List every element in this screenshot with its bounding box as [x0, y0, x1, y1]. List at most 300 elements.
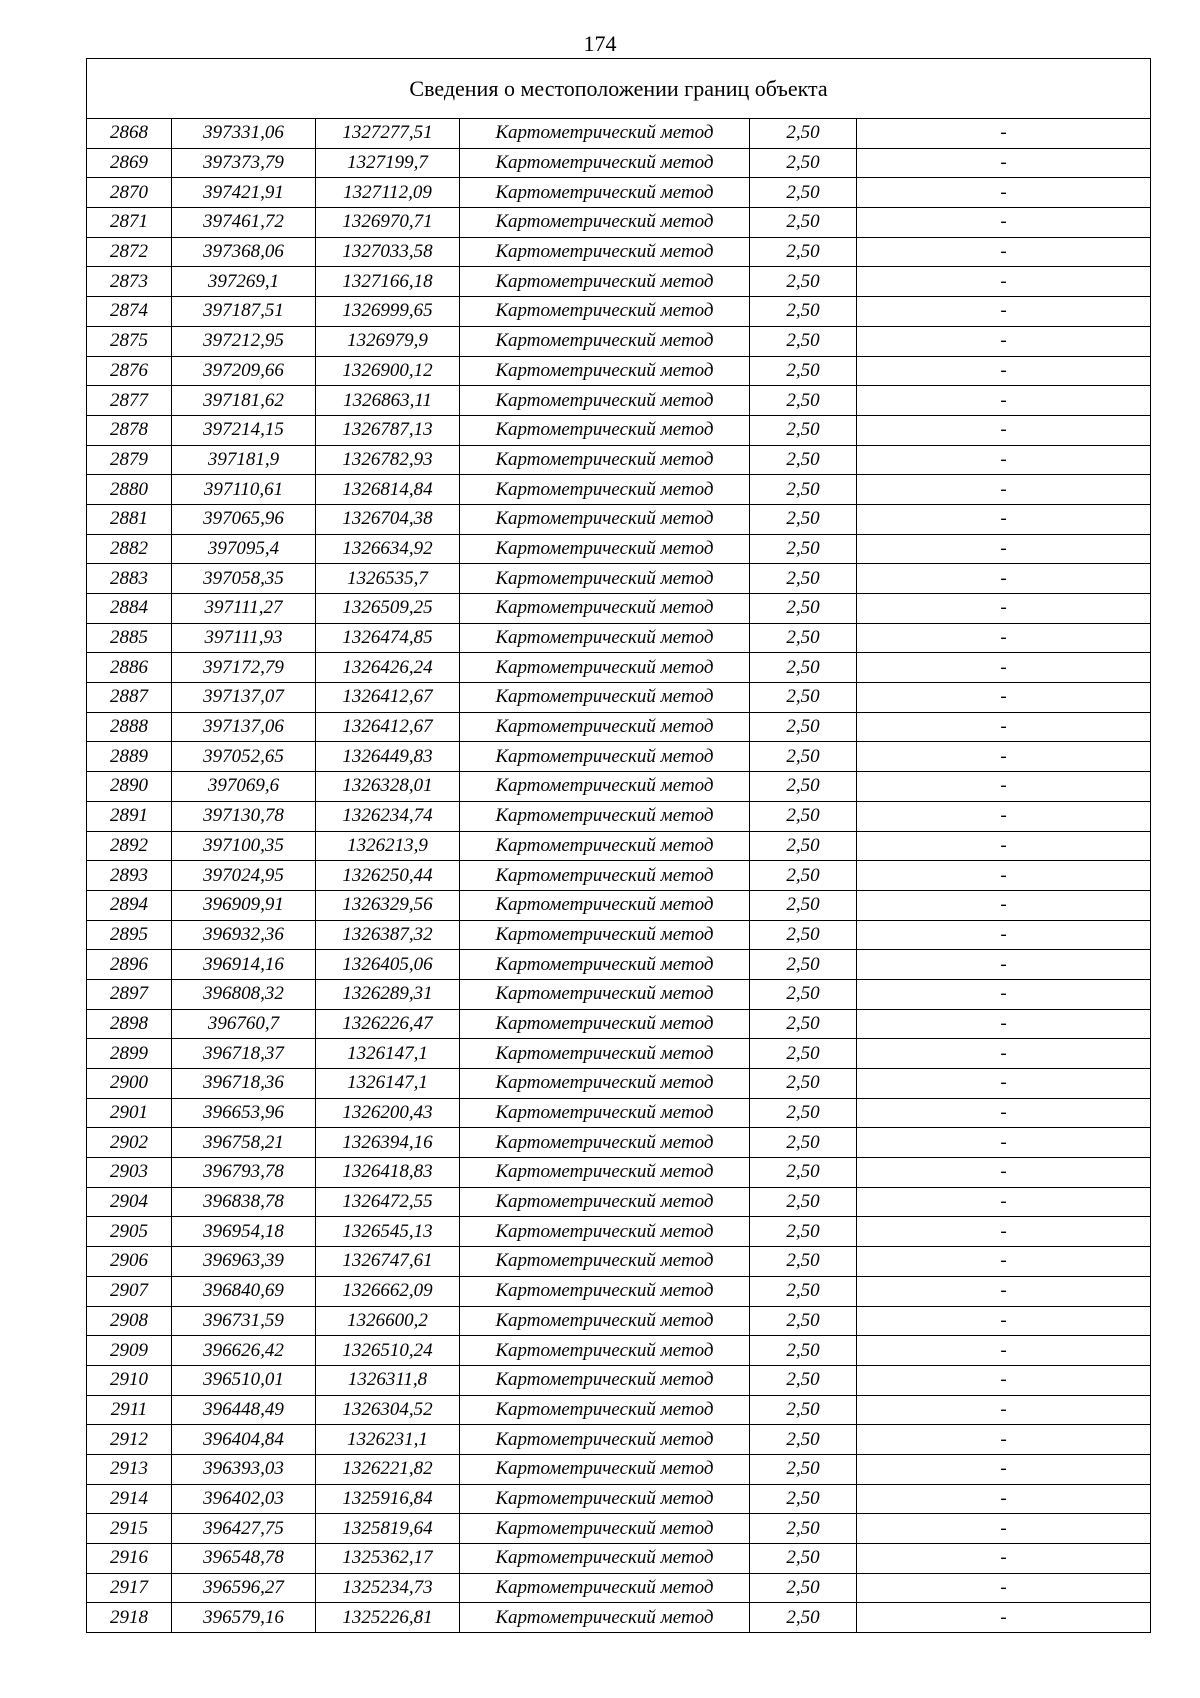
y-coordinate-cell: 1326634,92 [316, 534, 460, 564]
description-cell: - [857, 564, 1151, 594]
method-cell: Картометрический метод [460, 950, 750, 980]
accuracy-cell: 2,50 [750, 831, 857, 861]
description-cell: - [857, 801, 1151, 831]
table-row [87, 356, 1151, 386]
method-cell: Картометрический метод [460, 1039, 750, 1069]
accuracy-cell: 2,50 [750, 1544, 857, 1574]
table-row [87, 1009, 1151, 1039]
y-coordinate-cell: 1326900,12 [316, 356, 460, 386]
x-coordinate-cell: 396404,84 [172, 1425, 316, 1455]
method-cell: Картометрический метод [460, 772, 750, 802]
x-coordinate-cell: 396718,37 [172, 1039, 316, 1069]
description-cell: - [857, 1128, 1151, 1158]
table-row [87, 475, 1151, 505]
accuracy-cell: 2,50 [750, 979, 857, 1009]
x-coordinate-cell: 396838,78 [172, 1187, 316, 1217]
point-number-cell: 2876 [87, 356, 172, 386]
description-cell: - [857, 326, 1151, 356]
point-number-cell: 2871 [87, 208, 172, 238]
accuracy-cell: 2,50 [750, 801, 857, 831]
accuracy-cell: 2,50 [750, 386, 857, 416]
accuracy-cell: 2,50 [750, 297, 857, 327]
method-cell: Картометрический метод [460, 979, 750, 1009]
y-coordinate-cell: 1326221,82 [316, 1454, 460, 1484]
x-coordinate-cell: 396808,32 [172, 979, 316, 1009]
x-coordinate-cell: 397110,61 [172, 475, 316, 505]
y-coordinate-cell: 1326814,84 [316, 475, 460, 505]
x-coordinate-cell: 396548,78 [172, 1544, 316, 1574]
point-number-cell: 2899 [87, 1039, 172, 1069]
point-number-cell: 2896 [87, 950, 172, 980]
y-coordinate-cell: 1326405,06 [316, 950, 460, 980]
description-cell: - [857, 1454, 1151, 1484]
accuracy-cell: 2,50 [750, 1276, 857, 1306]
description-cell: - [857, 237, 1151, 267]
point-number-cell: 2877 [87, 386, 172, 416]
x-coordinate-cell: 396402,03 [172, 1484, 316, 1514]
table-row [87, 326, 1151, 356]
accuracy-cell: 2,50 [750, 1187, 857, 1217]
point-number-cell: 2911 [87, 1395, 172, 1425]
x-coordinate-cell: 396954,18 [172, 1217, 316, 1247]
point-number-cell: 2887 [87, 683, 172, 713]
description-cell: - [857, 1395, 1151, 1425]
method-cell: Картометрический метод [460, 712, 750, 742]
table-row [87, 1247, 1151, 1277]
accuracy-cell: 2,50 [750, 1514, 857, 1544]
point-number-cell: 2891 [87, 801, 172, 831]
accuracy-cell: 2,50 [750, 1336, 857, 1366]
table-row [87, 148, 1151, 178]
method-cell: Картометрический метод [460, 653, 750, 683]
method-cell: Картометрический метод [460, 564, 750, 594]
accuracy-cell: 2,50 [750, 1484, 857, 1514]
point-number-cell: 2874 [87, 297, 172, 327]
table-header-row [87, 59, 1151, 119]
accuracy-cell: 2,50 [750, 326, 857, 356]
description-cell: - [857, 1009, 1151, 1039]
method-cell: Картометрический метод [460, 1484, 750, 1514]
y-coordinate-cell: 1326412,67 [316, 712, 460, 742]
y-coordinate-cell: 1326147,1 [316, 1039, 460, 1069]
method-cell: Картометрический метод [460, 1603, 750, 1633]
accuracy-cell: 2,50 [750, 1395, 857, 1425]
y-coordinate-cell: 1326226,47 [316, 1009, 460, 1039]
y-coordinate-cell: 1326704,38 [316, 504, 460, 534]
table-row [87, 1306, 1151, 1336]
description-cell: - [857, 861, 1151, 891]
method-cell: Картометрический метод [460, 683, 750, 713]
accuracy-cell: 2,50 [750, 1603, 857, 1633]
accuracy-cell: 2,50 [750, 1454, 857, 1484]
method-cell: Картометрический метод [460, 1158, 750, 1188]
table-row [87, 1573, 1151, 1603]
description-cell: - [857, 297, 1151, 327]
point-number-cell: 2881 [87, 504, 172, 534]
y-coordinate-cell: 1326600,2 [316, 1306, 460, 1336]
accuracy-cell: 2,50 [750, 653, 857, 683]
method-cell: Картометрический метод [460, 1128, 750, 1158]
table-row [87, 119, 1151, 149]
y-coordinate-cell: 1326147,1 [316, 1069, 460, 1099]
description-cell: - [857, 890, 1151, 920]
description-cell: - [857, 1187, 1151, 1217]
y-coordinate-cell: 1326970,71 [316, 208, 460, 238]
point-number-cell: 2902 [87, 1128, 172, 1158]
accuracy-cell: 2,50 [750, 475, 857, 505]
x-coordinate-cell: 396760,7 [172, 1009, 316, 1039]
table-row [87, 445, 1151, 475]
table-row [87, 920, 1151, 950]
description-cell: - [857, 208, 1151, 238]
x-coordinate-cell: 396758,21 [172, 1128, 316, 1158]
page-number: 174 [583, 31, 617, 56]
point-number-cell: 2916 [87, 1544, 172, 1574]
y-coordinate-cell: 1326418,83 [316, 1158, 460, 1188]
point-number-cell: 2873 [87, 267, 172, 297]
accuracy-cell: 2,50 [750, 119, 857, 149]
x-coordinate-cell: 397461,72 [172, 208, 316, 238]
point-number-cell: 2895 [87, 920, 172, 950]
description-cell: - [857, 950, 1151, 980]
method-cell: Картометрический метод [460, 801, 750, 831]
table-row [87, 1395, 1151, 1425]
x-coordinate-cell: 397269,1 [172, 267, 316, 297]
description-cell: - [857, 920, 1151, 950]
table-row [87, 1365, 1151, 1395]
y-coordinate-cell: 1326311,8 [316, 1365, 460, 1395]
table-row [87, 1454, 1151, 1484]
description-cell: - [857, 148, 1151, 178]
x-coordinate-cell: 397214,15 [172, 415, 316, 445]
x-coordinate-cell: 396393,03 [172, 1454, 316, 1484]
y-coordinate-cell: 1326787,13 [316, 415, 460, 445]
table-row [87, 208, 1151, 238]
description-cell: - [857, 623, 1151, 653]
x-coordinate-cell: 396596,27 [172, 1573, 316, 1603]
description-cell: - [857, 534, 1151, 564]
accuracy-cell: 2,50 [750, 950, 857, 980]
x-coordinate-cell: 396909,91 [172, 890, 316, 920]
description-cell: - [857, 178, 1151, 208]
method-cell: Картометрический метод [460, 267, 750, 297]
method-cell: Картометрический метод [460, 1247, 750, 1277]
y-coordinate-cell: 1327277,51 [316, 119, 460, 149]
y-coordinate-cell: 1326545,13 [316, 1217, 460, 1247]
point-number-cell: 2908 [87, 1306, 172, 1336]
x-coordinate-cell: 397172,79 [172, 653, 316, 683]
point-number-cell: 2898 [87, 1009, 172, 1039]
description-cell: - [857, 1276, 1151, 1306]
description-cell: - [857, 831, 1151, 861]
method-cell: Картометрический метод [460, 148, 750, 178]
table-row [87, 415, 1151, 445]
table-row [87, 594, 1151, 624]
table-row [87, 1039, 1151, 1069]
point-number-cell: 2869 [87, 148, 172, 178]
accuracy-cell: 2,50 [750, 1217, 857, 1247]
point-number-cell: 2892 [87, 831, 172, 861]
description-cell: - [857, 1158, 1151, 1188]
x-coordinate-cell: 397212,95 [172, 326, 316, 356]
table-row [87, 831, 1151, 861]
description-cell: - [857, 356, 1151, 386]
table-row [87, 712, 1151, 742]
x-coordinate-cell: 397111,93 [172, 623, 316, 653]
y-coordinate-cell: 1326863,11 [316, 386, 460, 416]
point-number-cell: 2917 [87, 1573, 172, 1603]
method-cell: Картометрический метод [460, 1098, 750, 1128]
description-cell: - [857, 1514, 1151, 1544]
method-cell: Картометрический метод [460, 1454, 750, 1484]
y-coordinate-cell: 1325819,64 [316, 1514, 460, 1544]
table-row [87, 1069, 1151, 1099]
x-coordinate-cell: 397181,62 [172, 386, 316, 416]
x-coordinate-cell: 397100,35 [172, 831, 316, 861]
accuracy-cell: 2,50 [750, 178, 857, 208]
method-cell: Картометрический метод [460, 831, 750, 861]
accuracy-cell: 2,50 [750, 534, 857, 564]
table-row [87, 1514, 1151, 1544]
y-coordinate-cell: 1326474,85 [316, 623, 460, 653]
y-coordinate-cell: 1326304,52 [316, 1395, 460, 1425]
accuracy-cell: 2,50 [750, 1039, 857, 1069]
point-number-cell: 2870 [87, 178, 172, 208]
x-coordinate-cell: 396932,36 [172, 920, 316, 950]
table-row [87, 1603, 1151, 1633]
method-cell: Картометрический метод [460, 890, 750, 920]
x-coordinate-cell: 397069,6 [172, 772, 316, 802]
description-cell: - [857, 267, 1151, 297]
point-number-cell: 2875 [87, 326, 172, 356]
accuracy-cell: 2,50 [750, 415, 857, 445]
description-cell: - [857, 386, 1151, 416]
x-coordinate-cell: 396840,69 [172, 1276, 316, 1306]
description-cell: - [857, 1098, 1151, 1128]
table-row [87, 237, 1151, 267]
method-cell: Картометрический метод [460, 356, 750, 386]
point-number-cell: 2909 [87, 1336, 172, 1366]
point-number-cell: 2906 [87, 1247, 172, 1277]
x-coordinate-cell: 397130,78 [172, 801, 316, 831]
method-cell: Картометрический метод [460, 1306, 750, 1336]
description-cell: - [857, 979, 1151, 1009]
accuracy-cell: 2,50 [750, 594, 857, 624]
description-cell: - [857, 1544, 1151, 1574]
x-coordinate-cell: 397331,06 [172, 119, 316, 149]
x-coordinate-cell: 396510,01 [172, 1365, 316, 1395]
point-number-cell: 2885 [87, 623, 172, 653]
accuracy-cell: 2,50 [750, 1069, 857, 1099]
accuracy-cell: 2,50 [750, 148, 857, 178]
method-cell: Картометрический метод [460, 1514, 750, 1544]
table-row [87, 564, 1151, 594]
table-row [87, 801, 1151, 831]
description-cell: - [857, 712, 1151, 742]
method-cell: Картометрический метод [460, 594, 750, 624]
method-cell: Картометрический метод [460, 534, 750, 564]
y-coordinate-cell: 1326231,1 [316, 1425, 460, 1455]
y-coordinate-cell: 1325234,73 [316, 1573, 460, 1603]
description-cell: - [857, 445, 1151, 475]
accuracy-cell: 2,50 [750, 772, 857, 802]
accuracy-cell: 2,50 [750, 742, 857, 772]
y-coordinate-cell: 1326782,93 [316, 445, 460, 475]
accuracy-cell: 2,50 [750, 1247, 857, 1277]
point-number-cell: 2883 [87, 564, 172, 594]
description-cell: - [857, 1603, 1151, 1633]
description-cell: - [857, 415, 1151, 445]
x-coordinate-cell: 397209,66 [172, 356, 316, 386]
accuracy-cell: 2,50 [750, 1306, 857, 1336]
y-coordinate-cell: 1326472,55 [316, 1187, 460, 1217]
point-number-cell: 2903 [87, 1158, 172, 1188]
method-cell: Картометрический метод [460, 1336, 750, 1366]
table-row [87, 1484, 1151, 1514]
y-coordinate-cell: 1326535,7 [316, 564, 460, 594]
accuracy-cell: 2,50 [750, 1425, 857, 1455]
accuracy-cell: 2,50 [750, 683, 857, 713]
y-coordinate-cell: 1326329,56 [316, 890, 460, 920]
x-coordinate-cell: 396448,49 [172, 1395, 316, 1425]
y-coordinate-cell: 1327199,7 [316, 148, 460, 178]
point-number-cell: 2886 [87, 653, 172, 683]
table-row [87, 267, 1151, 297]
method-cell: Картометрический метод [460, 386, 750, 416]
description-cell: - [857, 594, 1151, 624]
method-cell: Картометрический метод [460, 1276, 750, 1306]
method-cell: Картометрический метод [460, 1573, 750, 1603]
table-row [87, 1544, 1151, 1574]
y-coordinate-cell: 1326510,24 [316, 1336, 460, 1366]
y-coordinate-cell: 1326328,01 [316, 772, 460, 802]
x-coordinate-cell: 397065,96 [172, 504, 316, 534]
boundary-coordinates-table [86, 58, 1151, 1633]
table-row [87, 979, 1151, 1009]
x-coordinate-cell: 396963,39 [172, 1247, 316, 1277]
x-coordinate-cell: 397052,65 [172, 742, 316, 772]
accuracy-cell: 2,50 [750, 237, 857, 267]
table-row [87, 742, 1151, 772]
description-cell: - [857, 1336, 1151, 1366]
table-row [87, 950, 1151, 980]
x-coordinate-cell: 397024,95 [172, 861, 316, 891]
y-coordinate-cell: 1326999,65 [316, 297, 460, 327]
y-coordinate-cell: 1325362,17 [316, 1544, 460, 1574]
method-cell: Картометрический метод [460, 1187, 750, 1217]
x-coordinate-cell: 397137,06 [172, 712, 316, 742]
point-number-cell: 2884 [87, 594, 172, 624]
description-cell: - [857, 1039, 1151, 1069]
description-cell: - [857, 119, 1151, 149]
y-coordinate-cell: 1326234,74 [316, 801, 460, 831]
description-cell: - [857, 1425, 1151, 1455]
point-number-cell: 2913 [87, 1454, 172, 1484]
y-coordinate-cell: 1326979,9 [316, 326, 460, 356]
y-coordinate-cell: 1325916,84 [316, 1484, 460, 1514]
point-number-cell: 2872 [87, 237, 172, 267]
accuracy-cell: 2,50 [750, 504, 857, 534]
table-row [87, 623, 1151, 653]
y-coordinate-cell: 1326200,43 [316, 1098, 460, 1128]
table-row [87, 297, 1151, 327]
x-coordinate-cell: 397058,35 [172, 564, 316, 594]
y-coordinate-cell: 1326289,31 [316, 979, 460, 1009]
point-number-cell: 2890 [87, 772, 172, 802]
table-row [87, 1187, 1151, 1217]
x-coordinate-cell: 397095,4 [172, 534, 316, 564]
y-coordinate-cell: 1326213,9 [316, 831, 460, 861]
point-number-cell: 2889 [87, 742, 172, 772]
method-cell: Картометрический метод [460, 1395, 750, 1425]
method-cell: Картометрический метод [460, 297, 750, 327]
description-cell: - [857, 475, 1151, 505]
description-cell: - [857, 1217, 1151, 1247]
y-coordinate-cell: 1326449,83 [316, 742, 460, 772]
x-coordinate-cell: 396718,36 [172, 1069, 316, 1099]
method-cell: Картометрический метод [460, 1544, 750, 1574]
accuracy-cell: 2,50 [750, 1158, 857, 1188]
method-cell: Картометрический метод [460, 742, 750, 772]
description-cell: - [857, 1306, 1151, 1336]
point-number-cell: 2878 [87, 415, 172, 445]
description-cell: - [857, 1247, 1151, 1277]
accuracy-cell: 2,50 [750, 712, 857, 742]
point-number-cell: 2901 [87, 1098, 172, 1128]
table-row [87, 178, 1151, 208]
table-row [87, 1336, 1151, 1366]
point-number-cell: 2894 [87, 890, 172, 920]
table-row [87, 1128, 1151, 1158]
table-row [87, 1276, 1151, 1306]
accuracy-cell: 2,50 [750, 564, 857, 594]
method-cell: Картометрический метод [460, 119, 750, 149]
point-number-cell: 2904 [87, 1187, 172, 1217]
x-coordinate-cell: 397421,91 [172, 178, 316, 208]
accuracy-cell: 2,50 [750, 1128, 857, 1158]
point-number-cell: 2912 [87, 1425, 172, 1455]
table-row [87, 683, 1151, 713]
point-number-cell: 2914 [87, 1484, 172, 1514]
accuracy-cell: 2,50 [750, 445, 857, 475]
table-row [87, 1217, 1151, 1247]
description-cell: - [857, 1484, 1151, 1514]
method-cell: Картометрический метод [460, 475, 750, 505]
point-number-cell: 2880 [87, 475, 172, 505]
method-cell: Картометрический метод [460, 1425, 750, 1455]
x-coordinate-cell: 397181,9 [172, 445, 316, 475]
point-number-cell: 2897 [87, 979, 172, 1009]
description-cell: - [857, 683, 1151, 713]
y-coordinate-cell: 1327112,09 [316, 178, 460, 208]
x-coordinate-cell: 396427,75 [172, 1514, 316, 1544]
description-cell: - [857, 1069, 1151, 1099]
x-coordinate-cell: 397137,07 [172, 683, 316, 713]
method-cell: Картометрический метод [460, 861, 750, 891]
accuracy-cell: 2,50 [750, 1098, 857, 1128]
x-coordinate-cell: 397187,51 [172, 297, 316, 327]
table-row [87, 386, 1151, 416]
method-cell: Картометрический метод [460, 178, 750, 208]
y-coordinate-cell: 1326387,32 [316, 920, 460, 950]
table-row [87, 653, 1151, 683]
y-coordinate-cell: 1326394,16 [316, 1128, 460, 1158]
method-cell: Картометрический метод [460, 237, 750, 267]
table-title: Сведения о местоположении границ объекта [87, 59, 1151, 119]
x-coordinate-cell: 396731,59 [172, 1306, 316, 1336]
table-row [87, 861, 1151, 891]
accuracy-cell: 2,50 [750, 267, 857, 297]
